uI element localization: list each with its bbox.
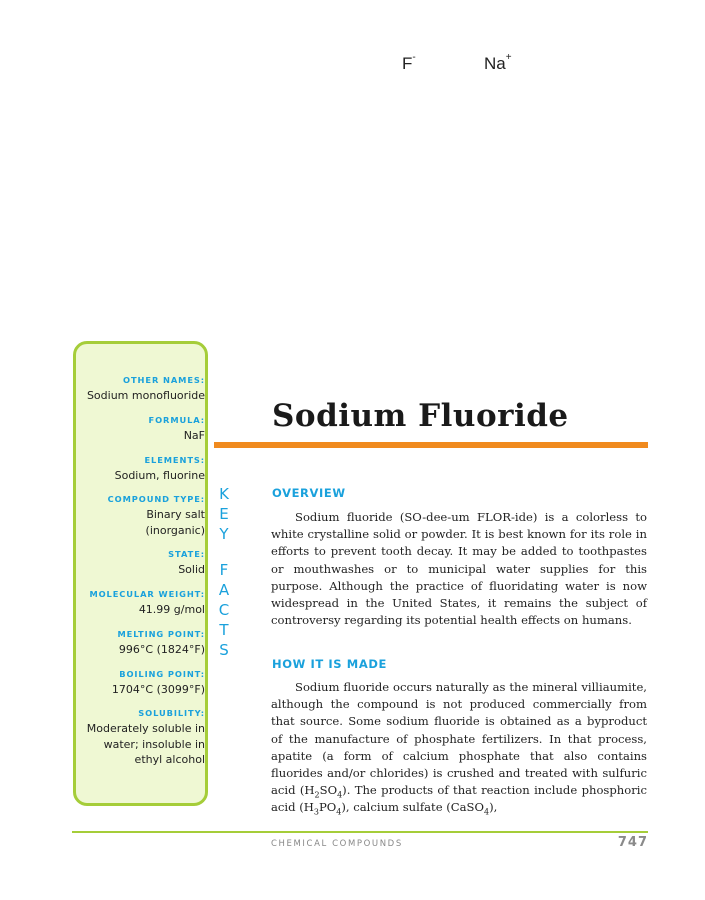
kf-solubility: SOLUBILITY: Moderately soluble in water; insoluble in ethyl alcohol: [86, 708, 205, 766]
kf-other-names: OTHER NAMES: Sodium monofluoride: [86, 375, 205, 402]
key-facts-vertical-label: K E Y F A C T S: [218, 485, 230, 659]
overview-paragraph: Sodium fluoride (SO-dee-um FLOR-ide) is a colorless to white crystalline solid or powder. It is best known for its role in efforts to prevent tooth decay. It may be added to toothpastes or mouthwashes or to municipal water supplies for this purpose. Although the practice of fluoridating water is now widespread in the United States, it remains the subject of controversy regarding its potential health effects on humans.: [271, 510, 647, 628]
footer-rule: [72, 831, 648, 833]
title-rule: [214, 442, 648, 448]
kf-boiling-point: BOILING POINT: 1704°C (3099°F): [111, 669, 205, 696]
kf-formula: FORMULA: NaF: [148, 415, 205, 442]
kf-state: STATE: Solid: [168, 549, 205, 576]
kf-melting-point: MELTING POINT: 996°C (1824°F): [117, 629, 205, 656]
footer-book-title: CHEMICAL COMPOUNDS: [271, 839, 403, 849]
how-it-is-made-heading: HOW IT IS MADE: [272, 657, 387, 671]
sodium-ion-label: Na+: [484, 52, 512, 73]
page-title: Sodium Fluoride: [272, 398, 569, 434]
kf-compound-type: COMPOUND TYPE: Binary salt (inorganic): [107, 494, 205, 537]
how-it-is-made-paragraph: Sodium fluoride occurs naturally as the mineral villiaumite, although the compound is not produced commercially from that source. Some sodium fluoride is obtained as a byproduct of the manufacture of phosphate fertilizers. In that process, apatite (a form of calcium phosphate that also contains fluorides and/or chlorides) is crushed and treated with sulfuric acid $(H_2SO_4)$. The products of that reaction include phosphoric acid $(H_3PO_4)$, calcium sulfate (CaSO$_4$),: [271, 680, 647, 817]
kf-molecular-weight: MOLECULAR WEIGHT: 41.99 g/mol: [89, 589, 205, 616]
fluoride-ion-label: F-: [402, 52, 416, 73]
kf-elements: ELEMENTS: Sodium, fluorine: [114, 455, 205, 482]
overview-heading: OVERVIEW: [272, 486, 346, 500]
page-number: 747: [617, 835, 648, 850]
